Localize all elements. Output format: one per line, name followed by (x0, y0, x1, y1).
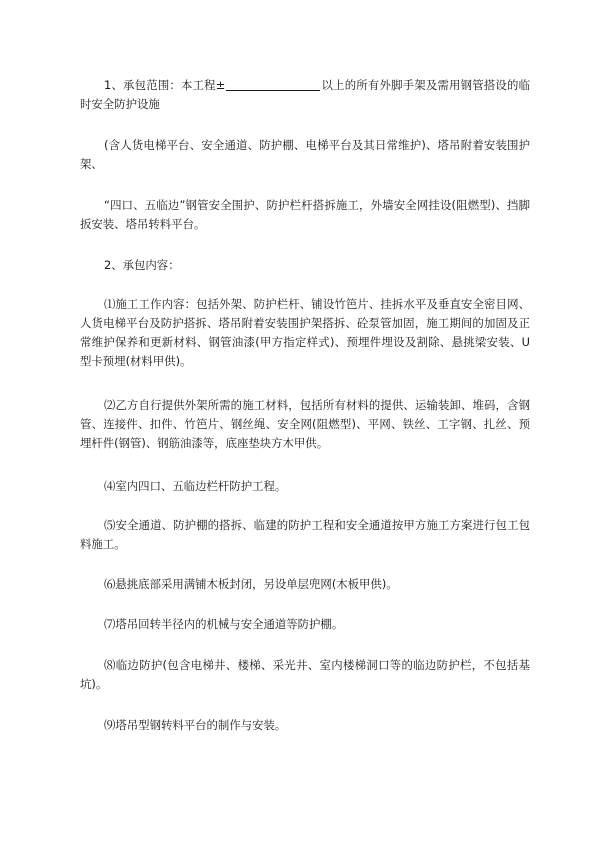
paragraph-scope (80, 76, 530, 114)
paragraph-item-5: ⑸安全通道、防护棚的搭拆、临建的防护工程和安全通道按甲方施工方案进行包工包料施工。 (80, 518, 530, 551)
paragraph-item-4: ⑷室内四口、五临边栏杆防护工程。 (104, 479, 287, 493)
paragraph-item-8: ⑻临边防护(包含电梯井、楼梯、采光井、室内楼梯洞口等的临边防护栏，不包括基坑)。 (80, 658, 530, 691)
paragraph-item-1: ⑴施工工作内容：包括外架、防护栏杆、铺设竹笆片、挂拆水平及垂直安全密目网、人货电梯平台及防护搭拆、塔吊附着安装围护架搭拆、砼泵管加固，施工期间的加固及正常维护保养和更新材料、钢管油漆(甲方指定样式)、预埋件埋设及割除、悬挑梁安装、U型卡预埋(材料甲供)。 (80, 297, 530, 368)
paragraph-item-6: ⑹悬挑底部采用满铺木板封闭，另设单层兜网(木板甲供)。 (104, 577, 398, 591)
paragraph-contract-content-heading: 2、承包内容： (104, 258, 180, 272)
paragraph-item-2: ⑵乙方自行提供外架所需的施工材料，包括所有材料的提供、运输装卸、堆码，含钢管、连接件、扣件、竹笆片、钢丝绳、安全网(阻燃型)、平网、铁丝、工字钢、扎丝、预埋杆件(钢管)、钢筋油漆等，底座垫块方木甲供。 (80, 398, 530, 450)
paragraph-scope-details: (含人货电梯平台、安全通道、防护棚、电梯平台及其日常维护)、塔吊附着安装围护架、 (80, 138, 530, 171)
paragraph-item-7: ⑺塔吊回转半径内的机械与安全通道等防护棚。 (104, 617, 344, 631)
paragraph-edge-protection: “四口、五临边”钢管安全围护、防护栏杆搭拆施工，外墙安全网挂设(阻燃型)、挡脚扳安装、塔吊转料平台。 (80, 198, 530, 231)
scope-text-end: 以上的所有外脚手架及需用钢管搭设的临时安全防护设施 (80, 78, 530, 111)
blank-fill-line (226, 78, 320, 91)
scope-text-start: 1、承包范围：本工程± (104, 78, 226, 92)
paragraph-item-9: ⑼塔吊型钢转料平台的制作与安装。 (104, 718, 287, 732)
